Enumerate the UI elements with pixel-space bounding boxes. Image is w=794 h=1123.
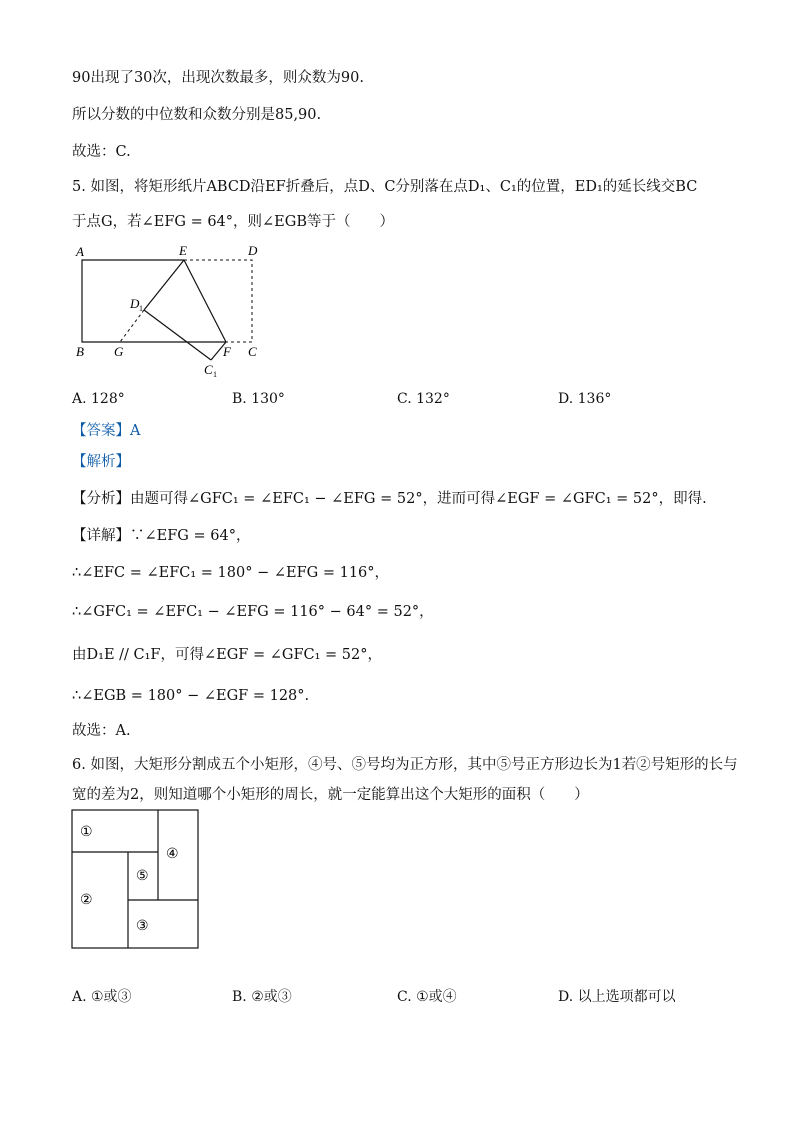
answer-label: 【答案】A — [72, 423, 141, 439]
text-line-1: 90出现了30次，出现次数最多，则众数为90. — [72, 70, 364, 86]
detail-line-2: ∴∠EFC = ∠EFC₁ = 180° − ∠EFG = 116°， — [72, 565, 390, 581]
text-line-3: 故选：C. — [72, 144, 131, 160]
figure-6-rectangle-diagram — [70, 808, 202, 952]
fig5-label-d1: D — [130, 296, 140, 311]
fig5-line-d1c1 — [144, 310, 211, 360]
fig5-label-c1-sub: 1 — [213, 370, 217, 379]
figure-5-fold-diagram — [70, 240, 270, 380]
question-5-line-1: 5. 如图，将矩形纸片ABCD沿EF折叠后，点D、C分别落在点D₁、C₁的位置，ED₁的延长线交BC — [72, 179, 698, 195]
fig5-label-d1-sub: 1 — [139, 304, 143, 313]
q6-option-d: D. 以上选项都可以 — [558, 989, 676, 1005]
question-6-line-1: 6. 如图，大矩形分割成五个小矩形，④号、⑤号均为正方形，其中⑤号正方形边长为1若②号矩形的长与 — [72, 757, 738, 773]
fig5-label-d: D — [248, 243, 258, 258]
detail-line-5: ∴∠EGB = 180° − ∠EGF = 128°. — [72, 688, 310, 704]
q6-option-b: B. ②或③ — [232, 989, 292, 1005]
fig5-label-b: B — [76, 344, 84, 359]
fig5-line-d1g — [120, 310, 144, 342]
detail-line-1: 【详解】∵∠EFG = 64°， — [72, 528, 251, 544]
detail-line-4: 由D₁E // C₁F，可得∠EGF = ∠GFC₁ = 52°， — [72, 647, 382, 663]
fig5-label-a: A — [76, 244, 84, 259]
detail-line-3: ∴∠GFC₁ = ∠EFC₁ − ∠EFG = 116° − 64° = 52°， — [72, 604, 434, 620]
q6-option-a: A. ①或③ — [72, 989, 132, 1005]
q6-option-c: C. ①或④ — [397, 989, 457, 1005]
q5-option-c: C. 132° — [397, 391, 450, 407]
text-line-2: 所以分数的中位数和众数分别是85,90. — [72, 107, 322, 123]
fig5-label-g: G — [114, 344, 124, 359]
q5-option-d: D. 136° — [558, 391, 612, 407]
fig6-label-3: ③ — [136, 919, 149, 934]
fig6-label-1: ① — [80, 825, 93, 840]
q5-option-a: A. 128° — [72, 391, 125, 407]
fig6-label-2: ② — [80, 893, 93, 908]
fig5-dashed-outline — [184, 260, 252, 342]
fig6-label-5: ⑤ — [136, 869, 149, 884]
q5-option-b: B. 130° — [232, 391, 285, 407]
fig5-label-e: E — [179, 243, 187, 258]
fig5-label-c1: C — [204, 362, 213, 377]
analysis-label: 【解析】 — [72, 454, 130, 470]
fig5-line-ed1 — [144, 260, 184, 310]
question-6-line-2: 宽的差为2，则知道哪个小矩形的周长，就一定能算出这个大矩形的面积（ ） — [72, 787, 589, 803]
detail-line-6: 故选：A. — [72, 723, 131, 739]
fig5-line-ef — [184, 260, 226, 342]
analysis-text: 【分析】由题可得∠GFC₁ = ∠EFC₁ − ∠EFG = 52°，进而可得∠EGF = ∠GFC₁ = 52°，即得. — [72, 491, 707, 507]
fig5-label-c: C — [248, 344, 257, 359]
question-5-line-2: 于点G，若∠EFG = 64°，则∠EGB等于（ ） — [72, 214, 395, 230]
fig6-label-4: ④ — [166, 847, 179, 862]
fig5-label-f: F — [223, 344, 231, 359]
